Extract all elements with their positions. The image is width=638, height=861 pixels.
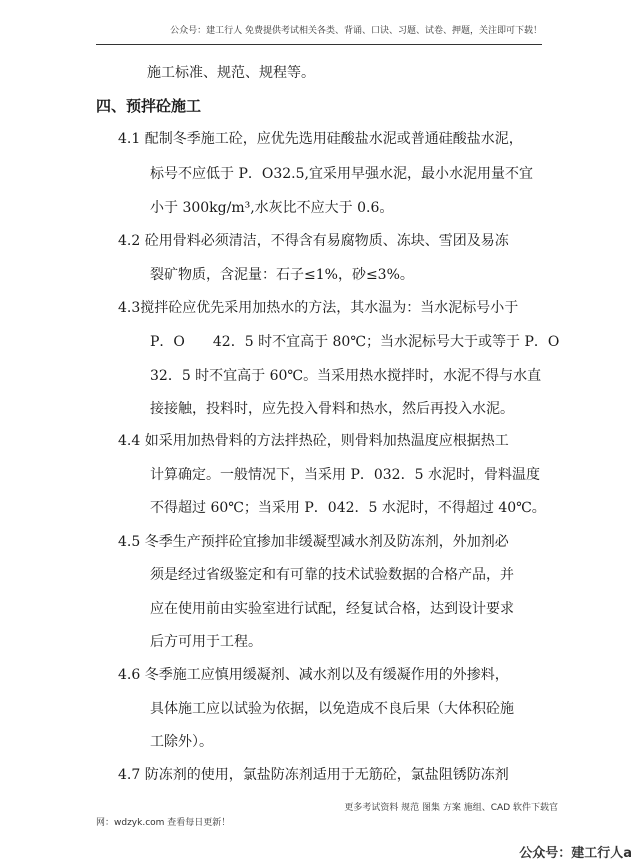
- footer-promo-right: 更多考试资料 规范 图集 方案 施组、CAD 软件下载官: [344, 803, 558, 813]
- item-4-1-line-3: 小于 300kg/m³,水灰比不应大于 0.6。: [150, 200, 394, 216]
- item-4-6-line-1: 4.6 冬季施工应慎用缓凝剂、减水剂以及有缓凝作用的外掺料，: [118, 667, 509, 683]
- page-header: 公众号：建工行人 免费提供考试相关各类、背诵、口诀、习题、试卷、押题，关注即可下载！: [96, 20, 542, 45]
- previous-paragraph-tail: 施工标准、规范、规程等。: [147, 65, 315, 81]
- item-4-2-line-1: 4.2 砼用骨料必须清洁，不得含有易腐物质、冻块、雪团及易冻: [118, 233, 509, 249]
- item-4-5-line-4: 后方可用于工程。: [150, 634, 262, 650]
- item-4-4-line-1: 4.4 如采用加热骨料的方法拌热砼，则骨料加热温度应根据热工: [118, 433, 509, 449]
- item-4-7-line-1: 4.7 防冻剂的使用，氯盐防冻剂适用于无筋砼，氯盐阻锈防冻剂: [118, 767, 509, 783]
- item-4-3-line-3: 32．5 时不宜高于 60℃。当采用热水搅拌时，水泥不得与水直: [150, 368, 542, 384]
- item-4-4-line-3: 不得超过 60℃；当采用 P．042．5 水泥时，不得超过 40℃。: [150, 500, 546, 516]
- item-4-1-line-2: 标号不应低于 P．O32.5,宜采用早强水泥，最小水泥用量不宜: [150, 166, 533, 182]
- item-4-5-line-2: 须是经过省级鉴定和有可靠的技术试验数据的合格产品，并: [150, 567, 514, 583]
- watermark: 公众号：建工行人a: [519, 846, 632, 861]
- item-4-3-line-4: 接接触，投料时，应先投入骨料和热水，然后再投入水泥。: [150, 401, 514, 417]
- item-4-6-line-3: 工除外）。: [150, 734, 213, 750]
- footer-promo-left: 网：wdzyk.com 查看每日更新！: [96, 818, 231, 828]
- item-4-6-line-2: 具体施工应以试验为依据，以免造成不良后果（大体积砼施: [150, 701, 514, 717]
- item-4-3-line-1: 4.3搅拌砼应优先采用加热水的方法，其水温为：当水泥标号小于: [118, 300, 519, 316]
- section-title: 四、预拌砼施工: [96, 97, 202, 115]
- item-4-2-line-2: 裂矿物质，含泥量：石子≤1%，砂≤3%。: [150, 267, 414, 283]
- item-4-4-line-2: 计算确定。一般情况下，当采用 P．032．5 水泥时，骨料温度: [150, 467, 540, 483]
- item-4-5-line-3: 应在使用前由实验室进行试配，经复试合格，达到设计要求: [150, 601, 514, 617]
- item-4-5-line-1: 4.5 冬季生产预拌砼宜掺加非缓凝型减水剂及防冻剂，外加剂必: [118, 534, 509, 550]
- item-4-1-line-1: 4.1 配制冬季施工砼，应优先选用硅酸盐水泥或普通硅酸盐水泥，: [118, 131, 523, 147]
- item-4-3-line-2: P．O 42．5 时不宜高于 80℃；当水泥标号大于或等于 P．O: [150, 334, 560, 350]
